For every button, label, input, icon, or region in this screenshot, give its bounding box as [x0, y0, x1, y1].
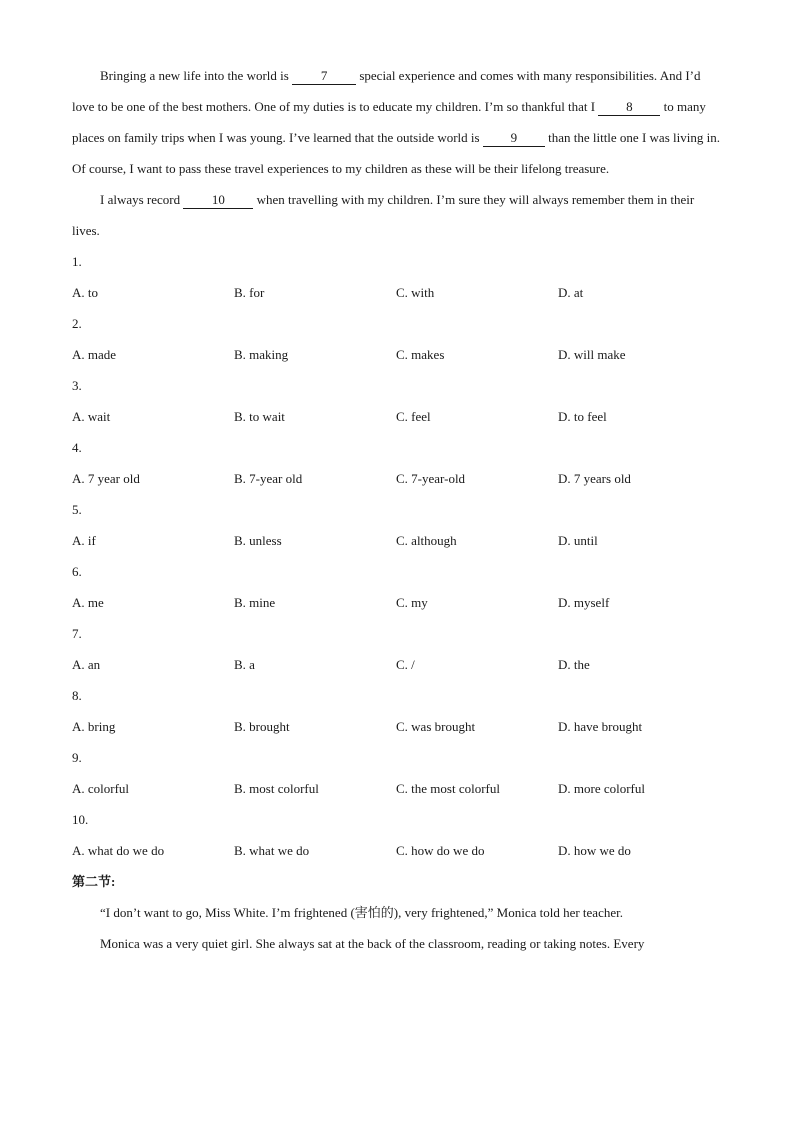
option-d: D. have brought — [558, 719, 643, 734]
passage-text: Bringing a new life into the world is — [100, 68, 293, 83]
option-b: B. unless — [234, 533, 282, 548]
option-d: D. myself — [558, 595, 610, 610]
question-options — [72, 773, 724, 804]
passage-text: special experience and comes with many responsibilities. And I’d love to be one of the best mothers. One of my duties is to educate my children. I’m so thankful that I — [72, 68, 701, 114]
option-a: A. me — [72, 595, 104, 610]
option-a: A. bring — [72, 719, 116, 734]
blank-10: 10 — [183, 192, 253, 209]
section-2 — [72, 866, 724, 959]
option-d: D. at — [558, 285, 584, 300]
question-number: 1. — [72, 254, 82, 269]
option-c: C. feel — [396, 409, 431, 424]
question-list — [72, 246, 724, 866]
question-options — [72, 339, 724, 370]
option-b: B. brought — [234, 719, 290, 734]
question-number: 8. — [72, 688, 82, 703]
option-d: D. until — [558, 533, 598, 548]
blank-7: 7 — [292, 68, 356, 85]
question-number: 5. — [72, 502, 82, 517]
option-c: C. how do we do — [396, 843, 485, 858]
document-page — [72, 60, 724, 959]
option-c: C. was brought — [396, 719, 476, 734]
option-d: D. 7 years old — [558, 471, 631, 486]
question-number: 6. — [72, 564, 82, 579]
option-d: D. how we do — [558, 843, 631, 858]
question-number: 10. — [72, 812, 89, 827]
section-title: 第二节: — [72, 874, 116, 889]
option-b: B. a — [234, 657, 255, 672]
question-options — [72, 649, 724, 680]
option-d: D. the — [558, 657, 590, 672]
option-b: B. what we do — [234, 843, 310, 858]
option-b: B. mine — [234, 595, 276, 610]
option-c: C. 7-year-old — [396, 471, 466, 486]
question-options — [72, 587, 724, 618]
passage-text: I always record — [100, 192, 184, 207]
section-2-paragraph-2: Monica was a very quiet girl. She always sat at the back of the classroom, reading or taking notes. Every — [100, 936, 645, 951]
option-c: C. my — [396, 595, 428, 610]
option-a: A. what do we do — [72, 843, 165, 858]
option-a: A. an — [72, 657, 101, 672]
option-a: A. colorful — [72, 781, 130, 796]
option-b: B. for — [234, 285, 265, 300]
question-number: 3. — [72, 378, 82, 393]
section-2-paragraph-1: “I don’t want to go, Miss White. I’m frightened (害怕的), very frightened,” Monica told her teacher. — [100, 905, 623, 920]
question-number: 2. — [72, 316, 82, 331]
option-b: B. 7-year old — [234, 471, 303, 486]
passage-paragraph-2 — [72, 184, 724, 246]
passage-text: to many places on family trips when I was young. I’ve learned that the outside world is — [72, 99, 706, 145]
option-b: B. most colorful — [234, 781, 319, 796]
passage-text: when travelling with my children. I’m sure they will always remember them in their lives. — [72, 192, 695, 238]
passage-paragraph-1 — [72, 60, 724, 184]
option-c: C. / — [396, 657, 415, 672]
option-c: C. makes — [396, 347, 445, 362]
question-options — [72, 401, 724, 432]
option-a: A. if — [72, 533, 96, 548]
passage-text: than the little one I was living in. Of course, I want to pass these travel experiences to my children as these will be their lifelong treasure. — [72, 130, 720, 176]
question-options — [72, 835, 724, 866]
question-options — [72, 711, 724, 742]
blank-9: 9 — [483, 130, 545, 147]
question-options — [72, 463, 724, 494]
question-number: 4. — [72, 440, 82, 455]
option-c: C. although — [396, 533, 457, 548]
option-b: B. to wait — [234, 409, 285, 424]
option-d: D. will make — [558, 347, 626, 362]
option-a: A. wait — [72, 409, 111, 424]
option-c: C. the most colorful — [396, 781, 500, 796]
question-options — [72, 277, 724, 308]
option-b: B. making — [234, 347, 289, 362]
option-a: A. made — [72, 347, 117, 362]
option-d: D. to feel — [558, 409, 607, 424]
question-options — [72, 525, 724, 556]
option-a: A. 7 year old — [72, 471, 140, 486]
blank-8: 8 — [598, 99, 660, 116]
question-number: 9. — [72, 750, 82, 765]
option-c: C. with — [396, 285, 435, 300]
question-number: 7. — [72, 626, 82, 641]
option-a: A. to — [72, 285, 98, 300]
option-d: D. more colorful — [558, 781, 646, 796]
